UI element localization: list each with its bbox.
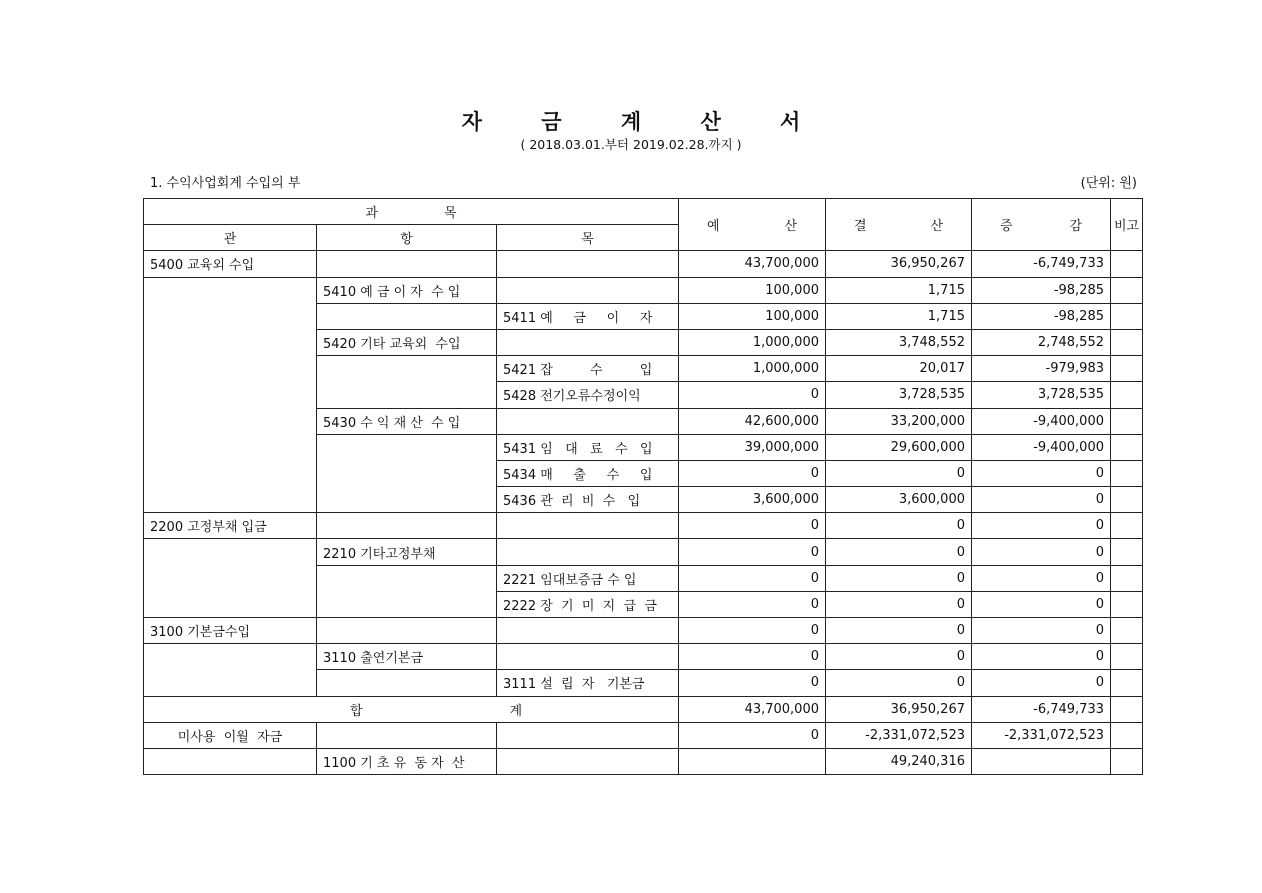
header-remarks: 비고 — [1111, 199, 1143, 251]
diff-cell: -9,400,000 — [972, 434, 1111, 460]
document-period: ( 2018.03.01.부터 2019.02.28.까지 ) — [520, 137, 742, 152]
table-row — [144, 277, 1143, 303]
diff-cell: 0 — [972, 513, 1111, 539]
remarks-cell — [1111, 329, 1143, 355]
unused-funds-row — [144, 722, 1143, 748]
opening-gwan — [144, 748, 317, 774]
budget-cell: 43,700,000 — [679, 251, 826, 277]
remarks-cell — [1111, 382, 1143, 408]
budget-cell: 0 — [679, 618, 826, 644]
gwan-cell — [144, 644, 317, 696]
gwan-cell — [144, 539, 317, 618]
mok-cell — [497, 539, 679, 565]
gwan-cell: 5400 교육외 수입 — [144, 251, 317, 277]
settlement-cell: 1,715 — [826, 303, 972, 329]
mok-cell: 3111 설 립 자 기본금 — [497, 670, 679, 696]
total-label: 합 계 — [144, 696, 679, 722]
budget-cell: 1,000,000 — [679, 329, 826, 355]
remarks-cell — [1111, 434, 1143, 460]
mok-cell: 5434 매 출 수 입 — [497, 460, 679, 486]
budget-cell: 0 — [679, 644, 826, 670]
hang-cell — [317, 513, 497, 539]
remarks-cell — [1111, 251, 1143, 277]
opening-remarks — [1111, 748, 1143, 774]
table-body — [144, 251, 1143, 696]
opening-hang: 1100 기 초 유 동 자 산 — [317, 748, 497, 774]
diff-cell: 3,728,535 — [972, 382, 1111, 408]
remarks-cell — [1111, 408, 1143, 434]
diff-cell: 0 — [972, 460, 1111, 486]
mok-cell: 5431 임 대 료 수 입 — [497, 434, 679, 460]
total-diff: -6,749,733 — [972, 696, 1111, 722]
hang-cell — [317, 303, 497, 329]
remarks-cell — [1111, 618, 1143, 644]
settlement-cell: 0 — [826, 670, 972, 696]
table-row — [144, 513, 1143, 539]
budget-cell: 0 — [679, 670, 826, 696]
hang-cell: 2210 기타고정부채 — [317, 539, 497, 565]
hang-cell — [317, 670, 497, 696]
settlement-cell: 36,950,267 — [826, 251, 972, 277]
mok-cell — [497, 329, 679, 355]
unused-label: 미사용 이월 자금 — [144, 722, 317, 748]
remarks-cell — [1111, 513, 1143, 539]
mok-cell: 5411 예 금 이 자 — [497, 303, 679, 329]
budget-cell: 0 — [679, 591, 826, 617]
table-row — [144, 618, 1143, 644]
settlement-cell: 0 — [826, 591, 972, 617]
mok-cell: 2221 임대보증금 수 입 — [497, 565, 679, 591]
total-row — [144, 696, 1143, 722]
mok-cell — [497, 513, 679, 539]
gwan-cell — [144, 277, 317, 513]
mok-cell — [497, 277, 679, 303]
mok-cell — [497, 618, 679, 644]
budget-cell: 0 — [679, 513, 826, 539]
hang-cell — [317, 618, 497, 644]
opening-budget — [679, 748, 826, 774]
total-settlement: 36,950,267 — [826, 696, 972, 722]
unused-remarks — [1111, 722, 1143, 748]
diff-cell: -98,285 — [972, 277, 1111, 303]
hang-cell: 5410 예 금 이 자 수 입 — [317, 277, 497, 303]
opening-diff — [972, 748, 1111, 774]
settlement-cell: 3,728,535 — [826, 382, 972, 408]
settlement-cell: 3,600,000 — [826, 487, 972, 513]
budget-cell: 0 — [679, 539, 826, 565]
remarks-cell — [1111, 644, 1143, 670]
diff-cell: 0 — [972, 644, 1111, 670]
remarks-cell — [1111, 670, 1143, 696]
budget-cell: 1,000,000 — [679, 356, 826, 382]
header-budget: 예 산 — [679, 199, 826, 251]
hang-cell — [317, 434, 497, 513]
settlement-cell: 0 — [826, 565, 972, 591]
diff-cell: 0 — [972, 618, 1111, 644]
header-hang: 항 — [317, 225, 497, 251]
fund-statement-table — [143, 198, 1143, 775]
budget-cell: 0 — [679, 382, 826, 408]
diff-cell: -9,400,000 — [972, 408, 1111, 434]
unused-hang — [317, 722, 497, 748]
settlement-cell: 20,017 — [826, 356, 972, 382]
mok-cell — [497, 644, 679, 670]
mok-cell: 5428 전기오류수정이익 — [497, 382, 679, 408]
settlement-cell: 0 — [826, 460, 972, 486]
diff-cell: 0 — [972, 670, 1111, 696]
diff-cell: 0 — [972, 591, 1111, 617]
budget-cell: 100,000 — [679, 277, 826, 303]
opening-settlement: 49,240,316 — [826, 748, 972, 774]
diff-cell: -979,983 — [972, 356, 1111, 382]
hang-cell — [317, 356, 497, 408]
gwan-cell: 3100 기본금수입 — [144, 618, 317, 644]
settlement-cell: 3,748,552 — [826, 329, 972, 355]
diff-cell: -98,285 — [972, 303, 1111, 329]
budget-cell: 39,000,000 — [679, 434, 826, 460]
diff-cell: 2,748,552 — [972, 329, 1111, 355]
header-category: 과 목 — [144, 199, 679, 225]
budget-cell: 3,600,000 — [679, 487, 826, 513]
budget-cell: 100,000 — [679, 303, 826, 329]
unused-budget: 0 — [679, 722, 826, 748]
gwan-cell: 2200 고정부채 입금 — [144, 513, 317, 539]
mok-cell: 5436 관 리 비 수 입 — [497, 487, 679, 513]
mok-cell: 2222 장 기 미 지 급 금 — [497, 591, 679, 617]
header-mok: 목 — [497, 225, 679, 251]
header-gwan: 관 — [144, 225, 317, 251]
remarks-cell — [1111, 277, 1143, 303]
hang-cell — [317, 251, 497, 277]
mok-cell — [497, 251, 679, 277]
hang-cell — [317, 565, 497, 617]
settlement-cell: 1,715 — [826, 277, 972, 303]
remarks-cell — [1111, 460, 1143, 486]
remarks-cell — [1111, 565, 1143, 591]
section-title: 1. 수익사업회계 수입의 부 — [150, 176, 301, 191]
unit-label: (단위: 원) — [1080, 176, 1137, 191]
table-row — [144, 644, 1143, 670]
header-settlement: 결 산 — [826, 199, 972, 251]
opening-assets-row — [144, 748, 1143, 774]
remarks-cell — [1111, 303, 1143, 329]
mok-cell — [497, 408, 679, 434]
header-diff: 증 감 — [972, 199, 1111, 251]
budget-cell: 0 — [679, 565, 826, 591]
total-remarks — [1111, 696, 1143, 722]
hang-cell: 5420 기타 교육외 수입 — [317, 329, 497, 355]
settlement-cell: 29,600,000 — [826, 434, 972, 460]
table-row — [144, 251, 1143, 277]
table-row — [144, 539, 1143, 565]
unused-diff: -2,331,072,523 — [972, 722, 1111, 748]
remarks-cell — [1111, 487, 1143, 513]
remarks-cell — [1111, 539, 1143, 565]
diff-cell: 0 — [972, 539, 1111, 565]
hang-cell: 3110 출연기본금 — [317, 644, 497, 670]
unused-settlement: -2,331,072,523 — [826, 722, 972, 748]
settlement-cell: 0 — [826, 644, 972, 670]
budget-cell: 42,600,000 — [679, 408, 826, 434]
settlement-cell: 0 — [826, 618, 972, 644]
diff-cell: -6,749,733 — [972, 251, 1111, 277]
opening-mok — [497, 748, 679, 774]
unused-mok — [497, 722, 679, 748]
hang-cell: 5430 수 익 재 산 수 입 — [317, 408, 497, 434]
total-budget: 43,700,000 — [679, 696, 826, 722]
remarks-cell — [1111, 591, 1143, 617]
budget-cell: 0 — [679, 460, 826, 486]
document-title: 자 금 계 산 서 — [461, 110, 827, 134]
settlement-cell: 0 — [826, 513, 972, 539]
header-row-1 — [144, 199, 1143, 225]
diff-cell: 0 — [972, 565, 1111, 591]
settlement-cell: 0 — [826, 539, 972, 565]
mok-cell: 5421 잡 수 입 — [497, 356, 679, 382]
settlement-cell: 33,200,000 — [826, 408, 972, 434]
diff-cell: 0 — [972, 487, 1111, 513]
remarks-cell — [1111, 356, 1143, 382]
